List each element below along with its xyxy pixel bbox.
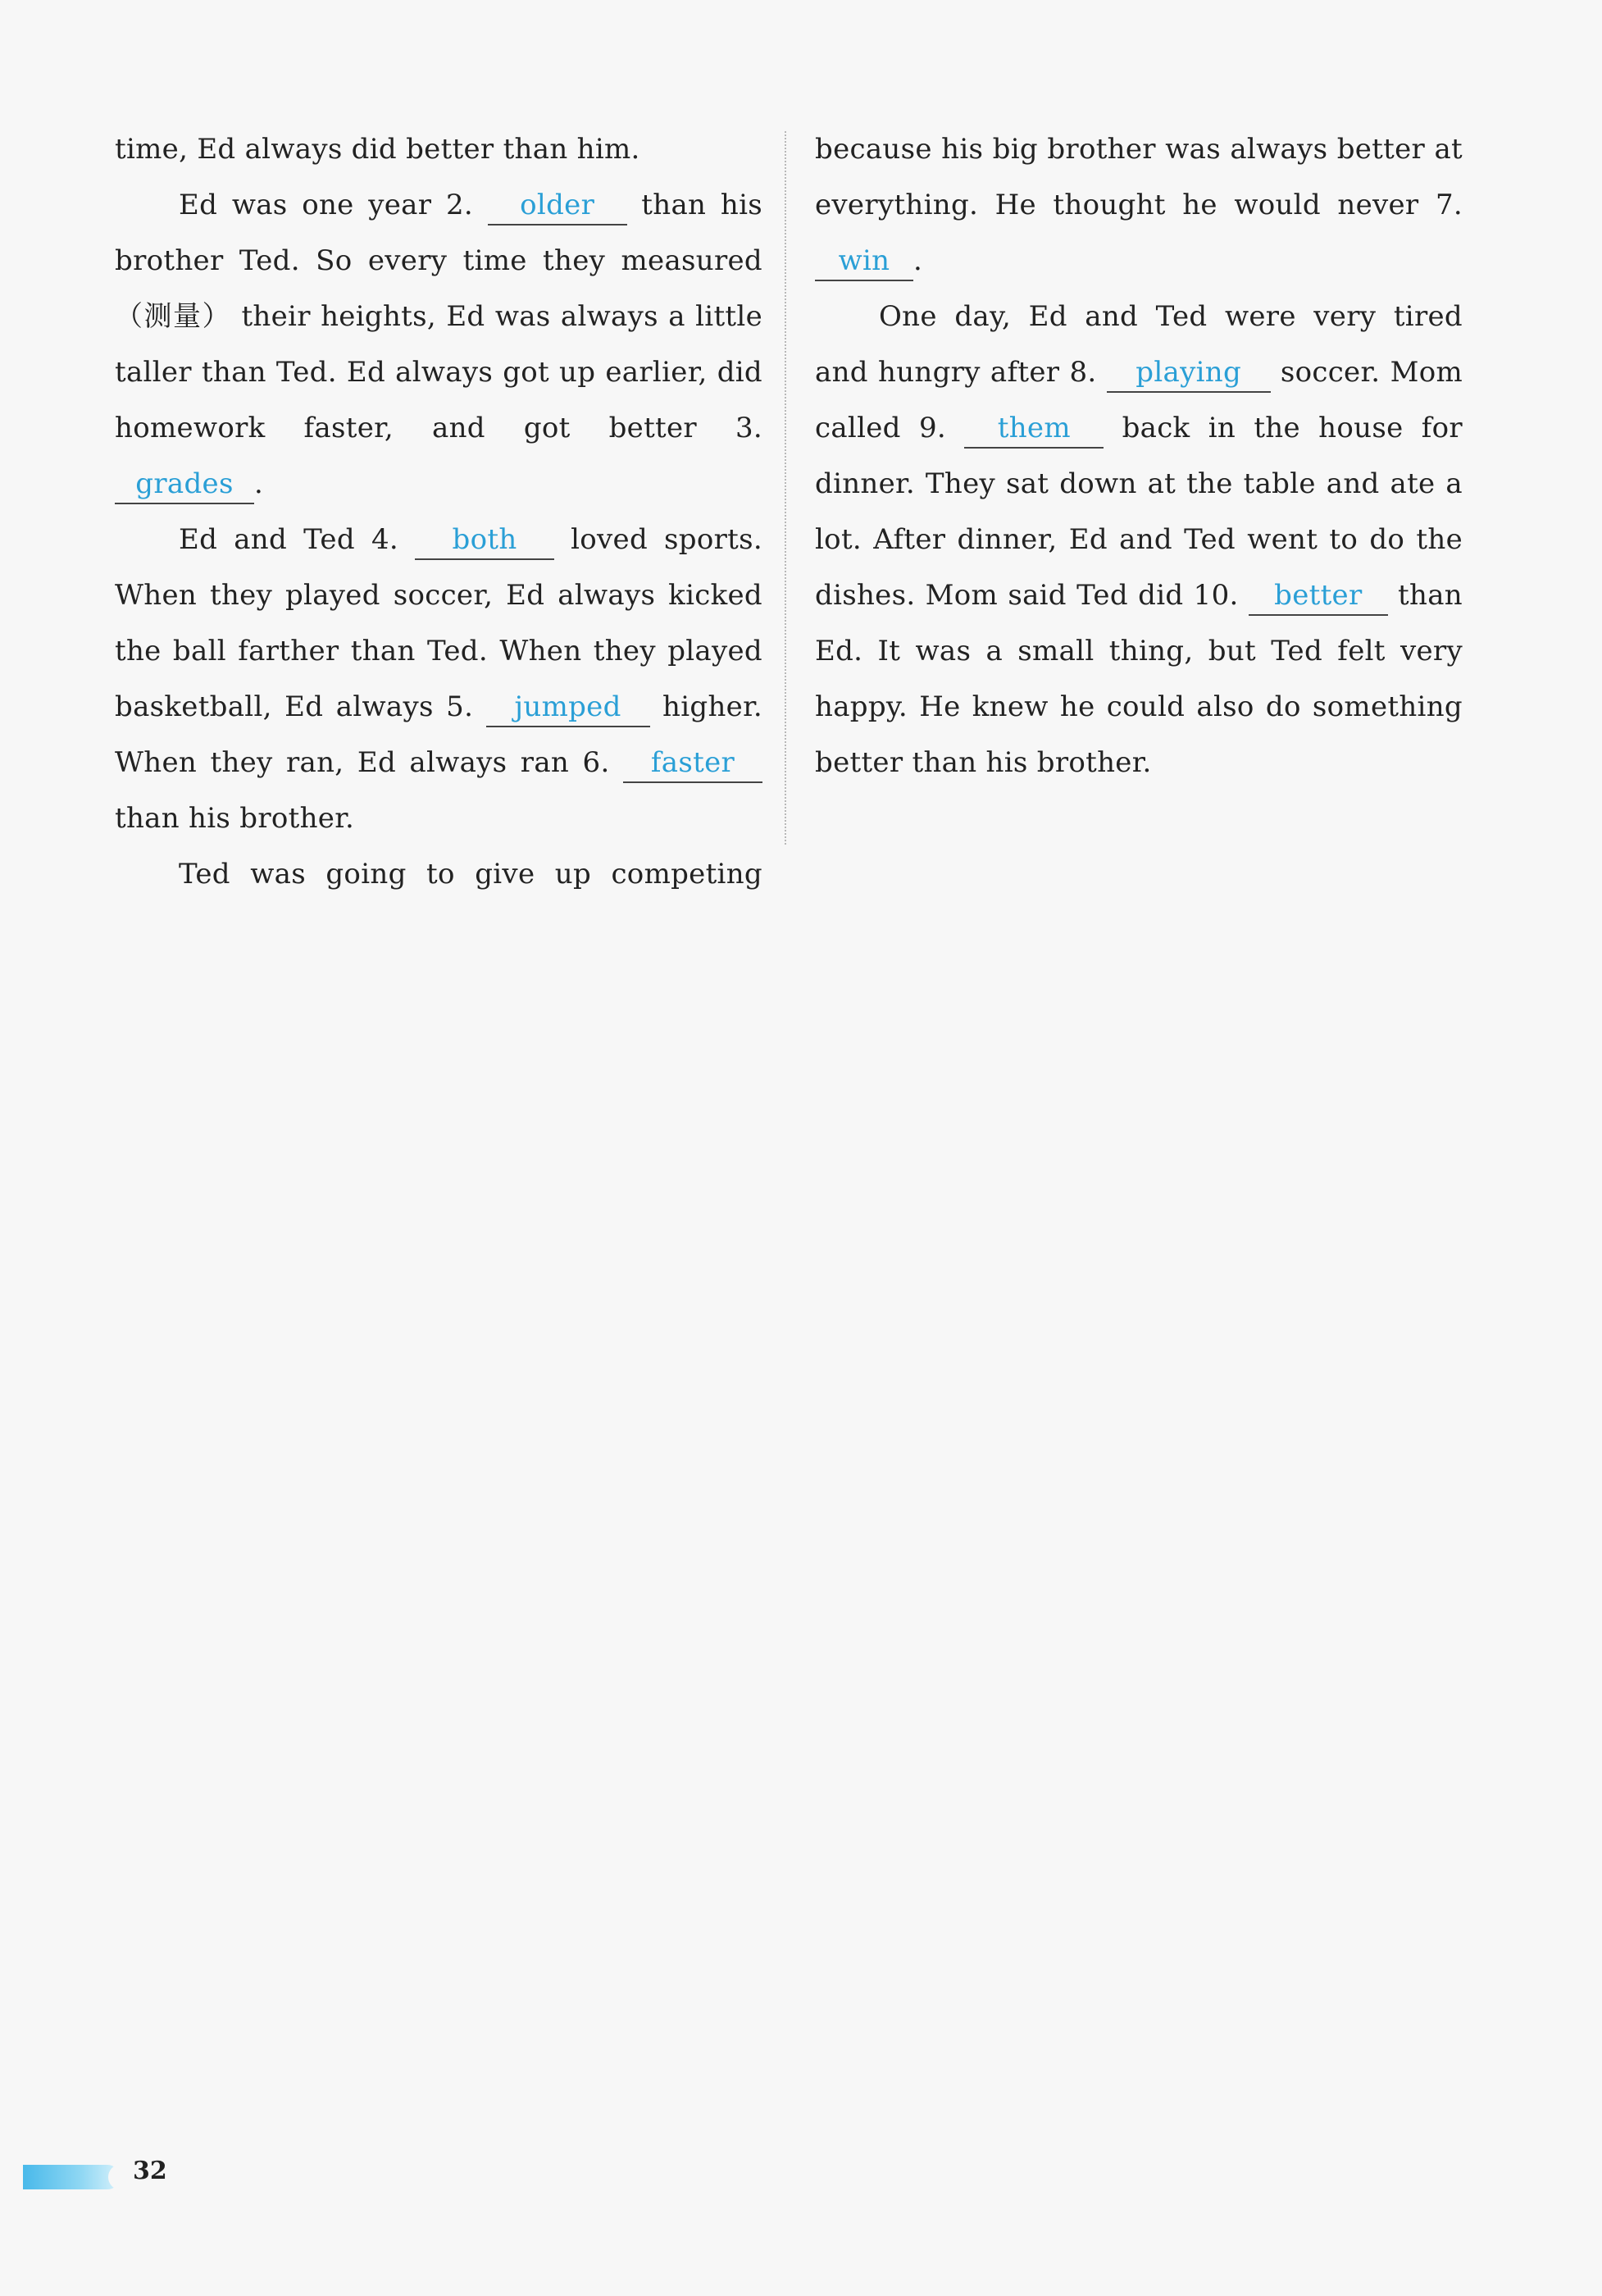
answer-blank-6: faster	[623, 744, 762, 783]
answer-blank-5: jumped	[486, 688, 650, 727]
page-number: 32	[133, 2157, 167, 2185]
text-segment: because his big brother was always better at everything. He thought he would never 7.	[815, 133, 1463, 221]
text-segment: One day, Ed and Ted were very tired and hungry after 8.	[815, 300, 1463, 389]
text-segment: .	[254, 467, 264, 500]
text-segment: loved sports. When they played soccer, Ed always kicked the ball farther than Ted. When they played basketball, Ed always 5.	[115, 523, 762, 723]
answer-blank-4: both	[415, 521, 554, 560]
answer-blank-10: better	[1249, 576, 1388, 616]
left-paragraph-4: Ted was going to give up competing	[179, 858, 762, 891]
text-segment: than his brother Ted. So every time they measured （测量） their heights, Ed was always a little taller than Ted. Ed always got up earlier, did homework faster, and got better 3.	[115, 189, 762, 444]
left-paragraph-3	[115, 512, 762, 846]
text-segment: Ed and Ted 4.	[179, 523, 416, 556]
text-segment: than Ed. It was a small thing, but Ted felt very happy. He knew he could also do something better than his brother.	[815, 579, 1463, 779]
column-divider	[785, 131, 786, 845]
left-column	[115, 121, 762, 902]
text-segment: soccer. Mom called 9.	[815, 356, 1463, 444]
answer-blank-8: playing	[1107, 353, 1271, 393]
text-segment: .	[913, 244, 923, 277]
answer-blank-9: them	[964, 409, 1104, 449]
text-segment: higher. When they ran, Ed always ran 6.	[115, 690, 762, 779]
answer-blank-2: older	[488, 186, 627, 226]
left-paragraph-2	[115, 177, 762, 512]
page-number-tab	[23, 2165, 120, 2189]
right-paragraph-2	[815, 289, 1463, 790]
answer-blank-3: grades	[115, 465, 254, 504]
left-paragraph-1: time, Ed always did better than him.	[115, 133, 640, 166]
text-segment: Ed was one year 2.	[179, 189, 488, 221]
right-paragraph-1	[815, 121, 1463, 289]
answer-blank-7: win	[815, 242, 913, 281]
text-segment: back in the house for dinner. They sat down at the table and ate a lot. After dinner, Ed and Ted went to do the dishes. Mom said Ted did 10.	[815, 412, 1463, 612]
right-column	[815, 121, 1463, 790]
text-segment: than his brother.	[115, 802, 355, 835]
